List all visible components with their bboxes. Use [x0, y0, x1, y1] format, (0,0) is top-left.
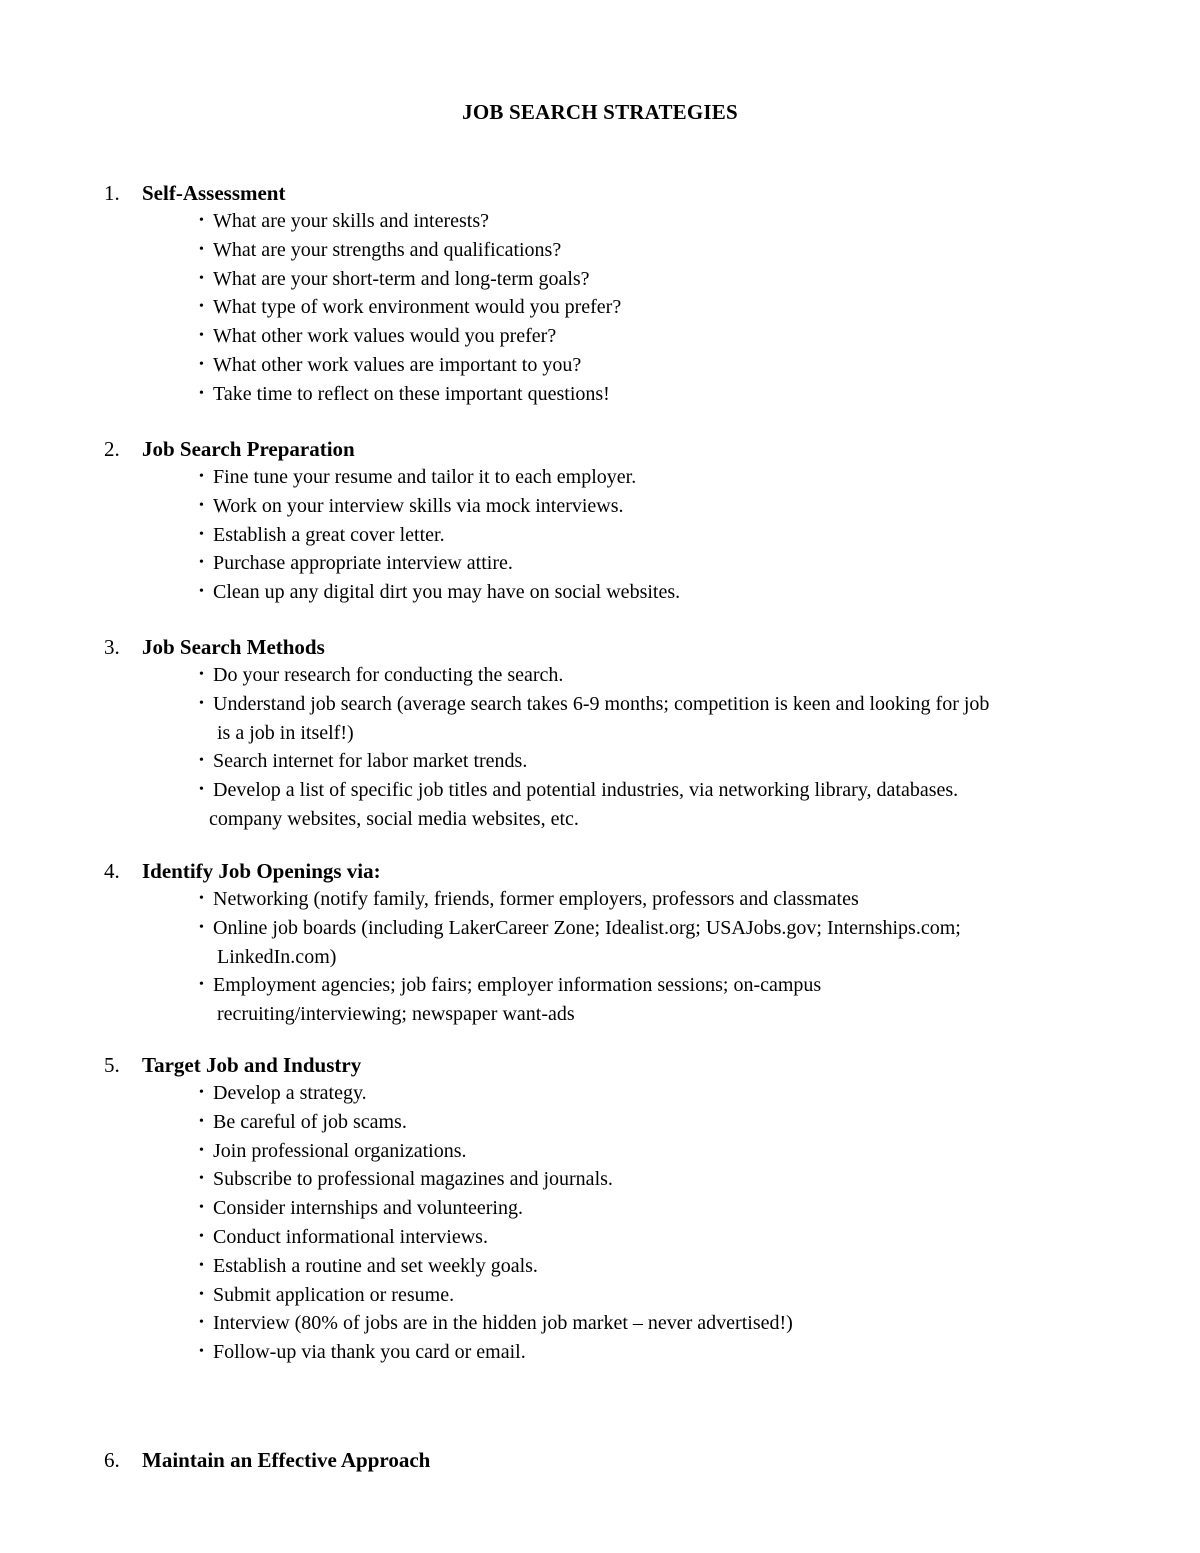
list-item	[104, 1165, 1144, 1194]
section-number: 5.	[104, 1053, 120, 1077]
bullet-icon: •	[199, 891, 204, 906]
document-title: JOB SEARCH STRATEGIES	[462, 100, 738, 124]
list-item-text: Develop a list of specific job titles and potential industries, via networking library, databases.	[213, 779, 959, 802]
list-item-text: Take time to reflect on these important questions!	[213, 382, 610, 405]
section-title: Job Search Methods	[142, 635, 325, 659]
bullet-icon: •	[199, 299, 204, 315]
section-number: 4.	[104, 859, 120, 883]
section-heading	[104, 633, 1144, 661]
list-item-text: Work on your interview skills via mock interviews.	[213, 494, 624, 517]
list-item-text: Follow-up via thank you card or email.	[213, 1341, 526, 1364]
section-title: Identify Job Openings via:	[142, 859, 381, 883]
list-item	[104, 1079, 1144, 1108]
list-item	[104, 1252, 1144, 1281]
list-item	[104, 914, 1144, 972]
list-item-text: Networking (notify family, friends, former employers, professors and classmates	[213, 888, 859, 910]
list-item	[104, 776, 1144, 834]
bullet-icon: •	[199, 1085, 204, 1100]
list-item	[104, 207, 1144, 236]
bullet-icon: •	[199, 1315, 204, 1331]
bullet-icon: •	[199, 241, 204, 257]
bullet-icon: •	[199, 526, 204, 542]
bullet-icon: •	[199, 695, 204, 711]
list-item	[104, 747, 1144, 776]
list-item	[104, 1309, 1144, 1338]
section-title: Self-Assessment	[142, 181, 286, 205]
section-heading	[104, 435, 1144, 463]
bullet-icon: •	[199, 356, 204, 372]
bullet-icon: •	[199, 270, 204, 286]
bullet-icon: •	[199, 1171, 204, 1187]
list-item-text: What other work values would you prefer?	[213, 325, 557, 348]
list-item	[104, 351, 1144, 380]
list-item-text: Submit application or resume.	[213, 1283, 455, 1306]
section-title: Job Search Preparation	[142, 437, 355, 461]
bullet-list	[104, 207, 1144, 409]
list-item-text: Join professional organizations.	[213, 1139, 467, 1162]
list-item	[104, 1223, 1144, 1252]
list-item	[104, 322, 1144, 351]
list-item-text: Interview (80% of jobs are in the hidden job market – never advertised!)	[213, 1312, 793, 1335]
list-item-text: What are your skills and interests?	[213, 210, 490, 232]
list-item-text: Consider internships and volunteering.	[213, 1197, 523, 1220]
bullet-list	[104, 885, 1144, 1029]
bullet-icon: •	[199, 782, 204, 798]
bullet-icon: •	[199, 667, 204, 682]
list-item	[104, 661, 1144, 690]
list-item	[104, 265, 1144, 294]
bullet-list	[104, 1079, 1144, 1367]
list-item-text: What other work values are important to you?	[213, 353, 582, 376]
section-number: 3.	[104, 635, 120, 659]
list-item	[104, 1281, 1144, 1310]
section-title: Target Job and Industry	[142, 1053, 362, 1077]
section-heading	[104, 179, 1144, 207]
list-item-text: What type of work environment would you prefer?	[213, 296, 622, 319]
bullet-icon: •	[199, 497, 204, 513]
list-item-text: Employment agencies; job fairs; employer information sessions; on-campus	[213, 974, 822, 997]
bullet-icon: •	[199, 1113, 204, 1129]
list-item	[104, 380, 1144, 409]
list-item	[104, 885, 1144, 914]
list-item	[104, 578, 1144, 607]
list-item-text: Conduct informational interviews.	[213, 1225, 488, 1248]
list-item	[104, 1338, 1144, 1367]
bullet-list	[104, 463, 1144, 607]
list-item-text: What are your short-term and long-term goals?	[213, 267, 590, 290]
list-item	[104, 463, 1144, 492]
section-number: 6.	[104, 1448, 120, 1472]
section-job-search-preparation	[104, 435, 1144, 607]
list-item-text: Establish a great cover letter.	[213, 523, 445, 546]
bullet-icon: •	[199, 1228, 204, 1244]
bullet-icon: •	[199, 328, 204, 344]
section-title: Maintain an Effective Approach	[142, 1448, 431, 1472]
list-item	[104, 1137, 1144, 1166]
list-item-continuation: recruiting/interviewing; newspaper want-ads	[217, 1003, 575, 1026]
bullet-icon: •	[199, 1286, 204, 1302]
bullet-icon: •	[199, 1200, 204, 1216]
section-heading	[104, 1446, 1144, 1474]
list-item	[104, 971, 1144, 1029]
bullet-icon: •	[199, 555, 204, 571]
bullet-icon: •	[199, 919, 204, 935]
bullet-icon: •	[199, 1142, 204, 1158]
list-item-text: What are your strengths and qualifications?	[213, 238, 562, 261]
list-item	[104, 1108, 1144, 1137]
section-identify-job-openings	[104, 857, 1144, 1029]
list-item-text: Develop a strategy.	[213, 1082, 367, 1104]
list-item	[104, 549, 1144, 578]
bullet-icon: •	[199, 1257, 204, 1273]
bullet-list	[104, 661, 1144, 834]
list-item	[104, 1194, 1144, 1223]
bullet-icon: •	[199, 213, 204, 228]
list-item-text: Do your research for conducting the search.	[213, 664, 564, 686]
bullet-icon: •	[199, 385, 204, 401]
list-item-text: Online job boards (including LakerCareer Zone; Idealist.org; USAJobs.gov; Internships.com;	[213, 916, 961, 939]
section-number: 2.	[104, 437, 120, 461]
list-item-continuation: company websites, social media websites, etc.	[209, 807, 579, 830]
list-item	[104, 521, 1144, 550]
section-heading	[104, 857, 1144, 885]
list-item	[104, 492, 1144, 521]
list-item-text: Fine tune your resume and tailor it to each employer.	[213, 466, 637, 488]
list-item-text: Understand job search (average search takes 6-9 months; competition is keen and looking for job	[213, 692, 990, 715]
list-item	[104, 690, 1144, 748]
list-item-text: Establish a routine and set weekly goals.	[213, 1254, 538, 1277]
bullet-icon: •	[199, 753, 204, 769]
list-item-text: Subscribe to professional magazines and journals.	[213, 1168, 613, 1191]
list-item-continuation: is a job in itself!)	[217, 721, 354, 744]
list-item-continuation: LinkedIn.com)	[217, 945, 337, 968]
section-maintain-effective-approach	[104, 1446, 1144, 1474]
list-item-text: Be careful of job scams.	[213, 1110, 407, 1133]
bullet-icon: •	[199, 584, 204, 600]
section-heading	[104, 1051, 1144, 1079]
list-item	[104, 236, 1144, 265]
bullet-icon: •	[199, 469, 204, 484]
list-item	[104, 293, 1144, 322]
list-item-text: Clean up any digital dirt you may have on social websites.	[213, 581, 681, 604]
bullet-icon: •	[199, 1344, 204, 1360]
list-item-text: Search internet for labor market trends.	[213, 750, 528, 773]
section-target-job-and-industry	[104, 1051, 1144, 1367]
section-job-search-methods	[104, 633, 1144, 834]
list-item-text: Purchase appropriate interview attire.	[213, 552, 513, 575]
section-self-assessment	[104, 179, 1144, 409]
bullet-icon: •	[199, 977, 204, 993]
section-number: 1.	[104, 181, 120, 205]
